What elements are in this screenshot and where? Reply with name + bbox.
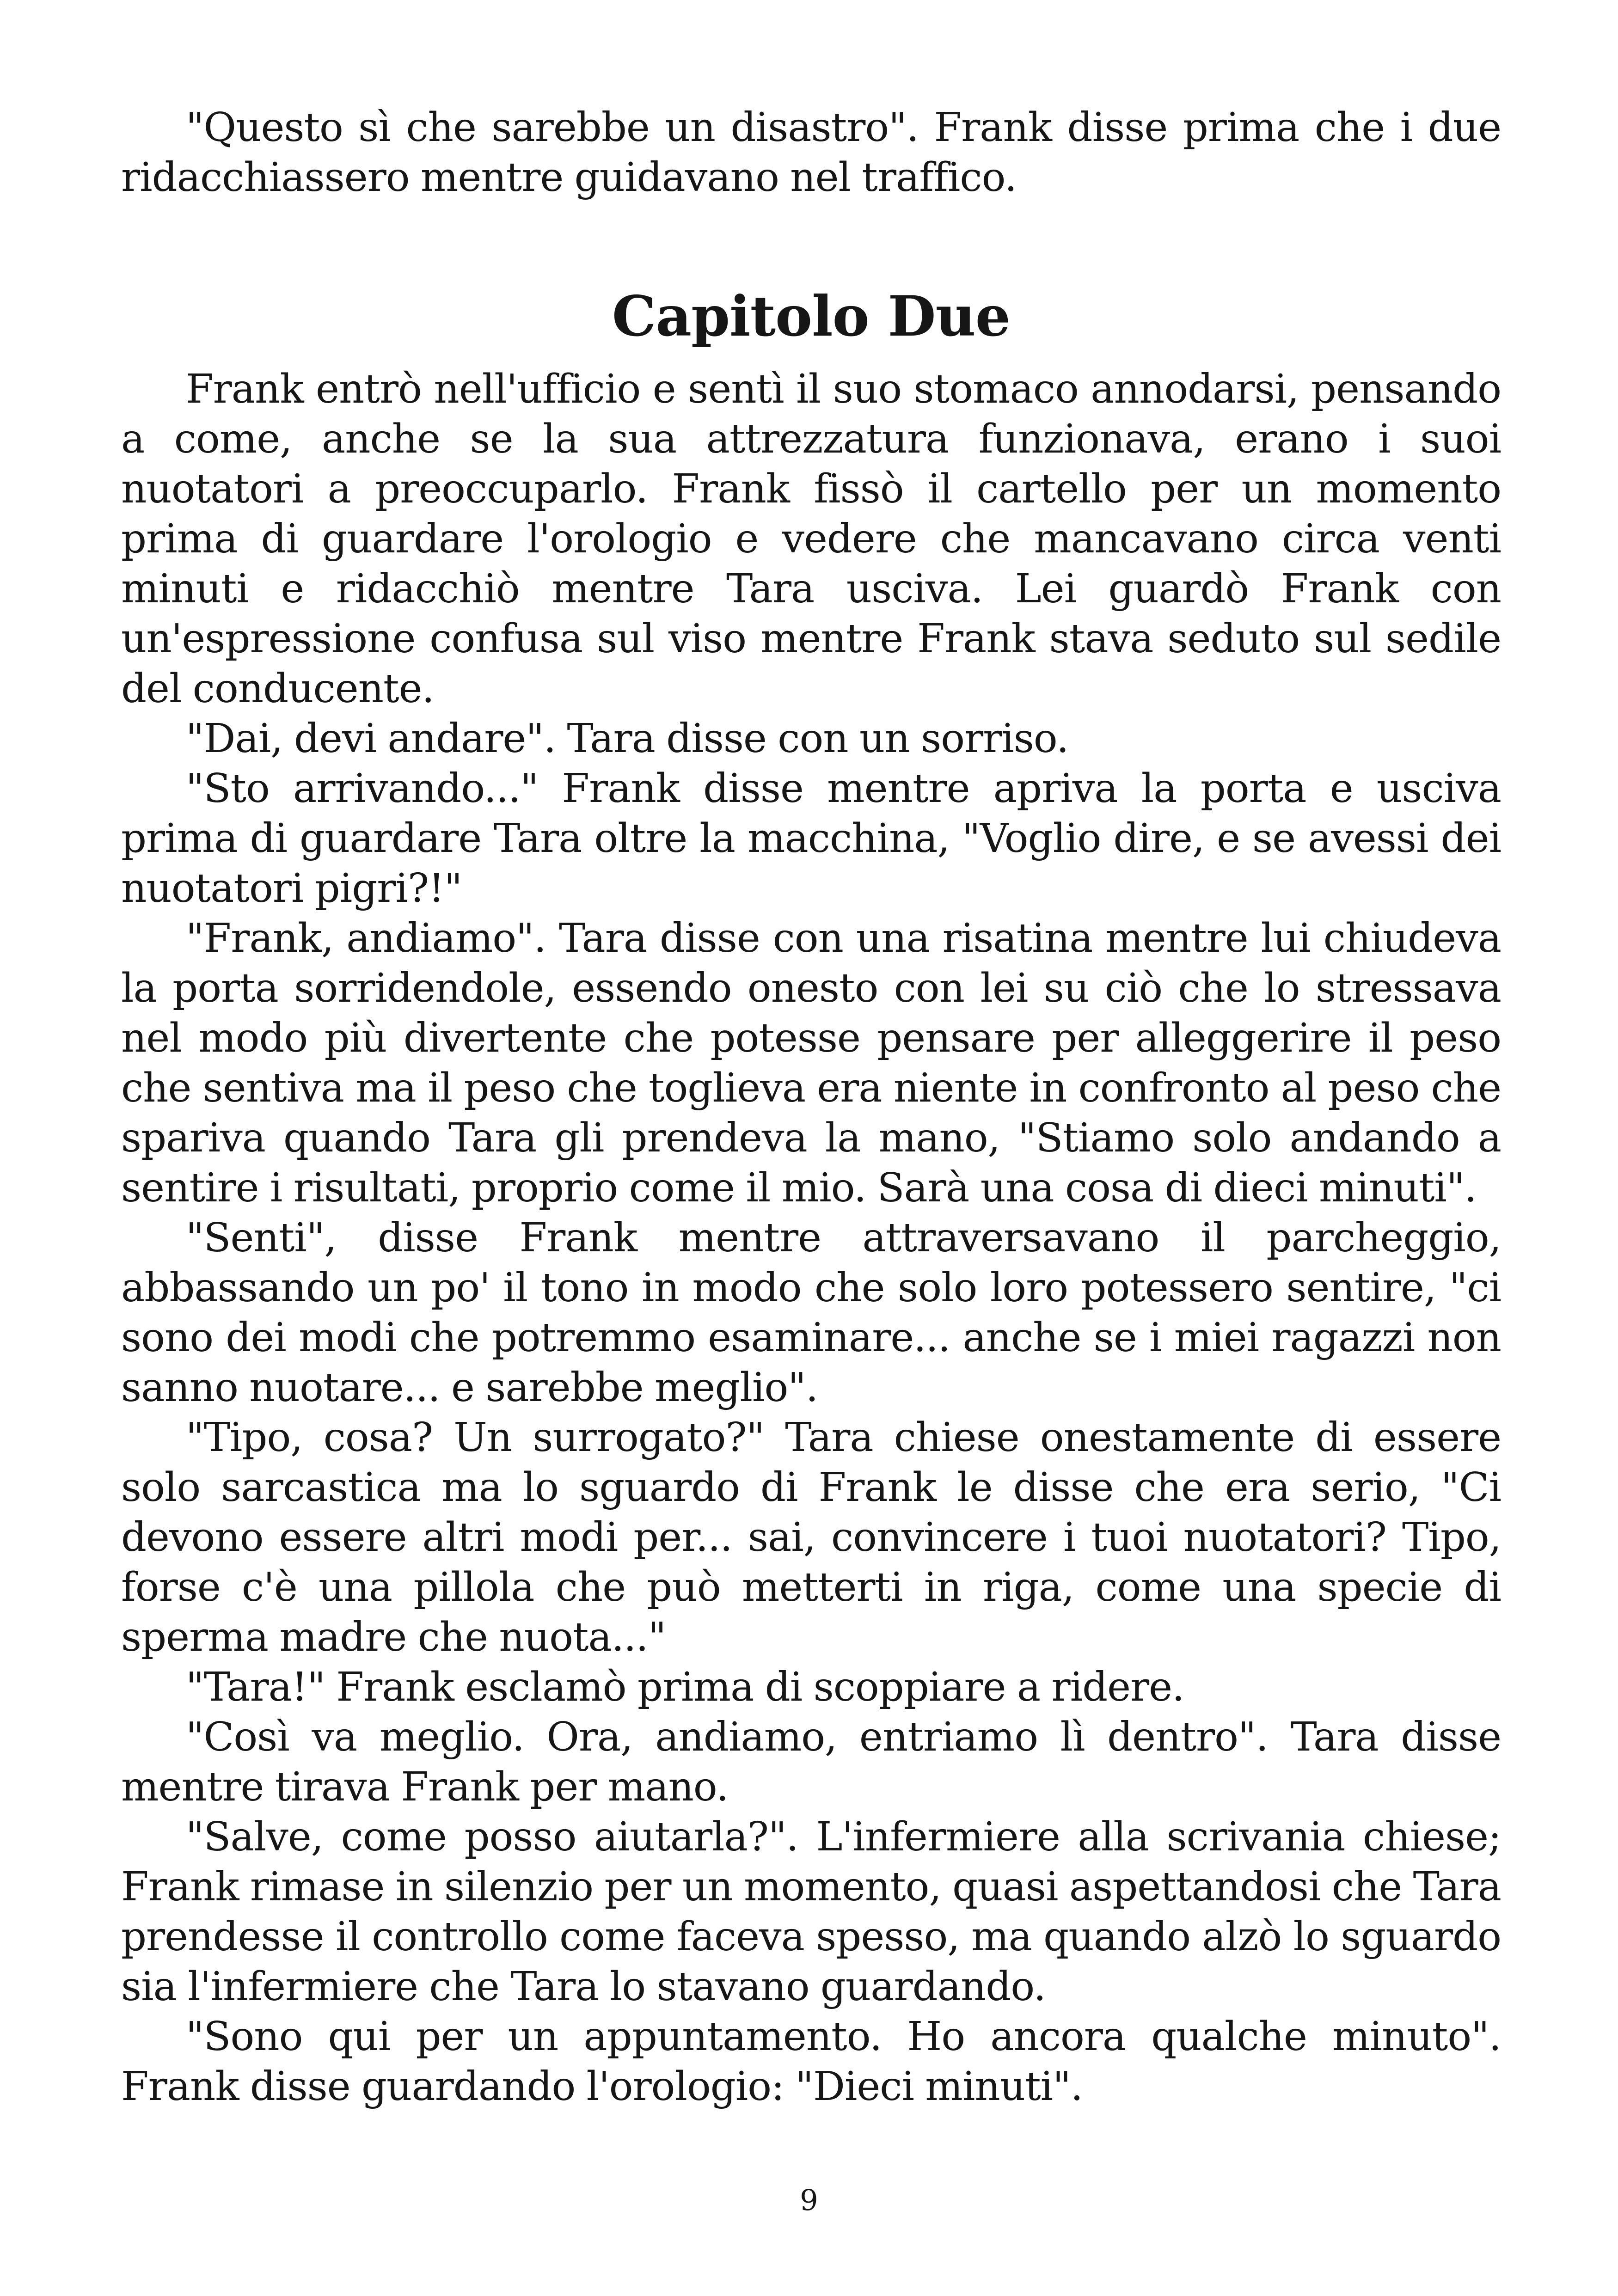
paragraph: "Sto arrivando..." Frank disse mentre apriva la porta e usciva prima di guardare Tara oltre la macchina, "Voglio dire, e se avessi dei nuotatori pigri?!" [121,765,1501,912]
paragraph: Frank entrò nell'ufficio e sentì il suo stomaco annodarsi, pensando a come, anche se la sua attrezzatura funzionava, erano i suoi nuotatori a preoccuparlo. Frank fissò il cartello per un momento prima di guardare l'orologio e vedere che mancavano circa venti minuti e ridacchiò mentre Tara usciva. Lei guardò Frank con un'espressione confusa sul viso mentre Frank stava seduto sul sedile del conducente. [121,366,1501,712]
paragraph: "Tara!" Frank esclamò prima di scoppiare a ridere. [186,1664,1184,1710]
paragraph: "Frank, andiamo". Tara disse con una risatina mentre lui chiudeva la porta sorridendole, essendo onesto con lei su ciò che lo stressava nel modo più divertente che potesse pensare per alleggerire il peso che sentiva ma il peso che toglieva era niente in confronto al peso che spariva quando Tara gli prendeva la mano, "Stiamo solo andando a sentire i risultati, proprio come il mio. Sarà una cosa di dieci minuti". [121,915,1501,1211]
paragraph: "Salve, come posso aiutarla?". L'infermiere alla scrivania chiese; Frank rimase in silenzio per un momento, quasi aspettandosi che Tara prendesse il controllo come faceva spesso, ma quando alzò lo sguardo sia l'infermiere che Tara lo stavano guardando. [121,1814,1501,2010]
paragraph: "Dai, devi andare". Tara disse con un sorriso. [186,716,1069,762]
paragraph: "Senti", disse Frank mentre attraversavano il parcheggio, abbassando un po' il tono in modo che solo loro potessero sentire, "ci sono dei modi che potremmo esaminare... anche se i miei ragazzi non sanno nuotare... e sarebbe meglio". [121,1215,1501,1411]
document-page [121,103,1501,2112]
paragraph: "Tipo, cosa? Un surrogato?" Tara chiese onestamente di essere solo sarcastica ma lo sguardo di Frank le disse che era serio, "Ci devono essere altri modi per... sai, convincere i tuoi nuotatori? Tipo, forse c'è una pillola che può metterti in riga, come una specie di sperma madre che nuota..." [121,1414,1501,1660]
paragraph: "Questo sì che sarebbe un disastro". Frank disse prima che i due ridacchiassero mentre guidavano nel traffico. [121,104,1501,201]
paragraph: "Così va meglio. Ora, andiamo, entriamo lì dentro". Tara disse mentre tirava Frank per mano. [121,1714,1501,1810]
page-number: 9 [800,2183,818,2217]
chapter-title: Capitolo Due [612,284,1011,349]
paragraph: "Sono qui per un appuntamento. Ho ancora qualche minuto". Frank disse guardando l'orologio: "Dieci minuti". [121,2014,1501,2110]
